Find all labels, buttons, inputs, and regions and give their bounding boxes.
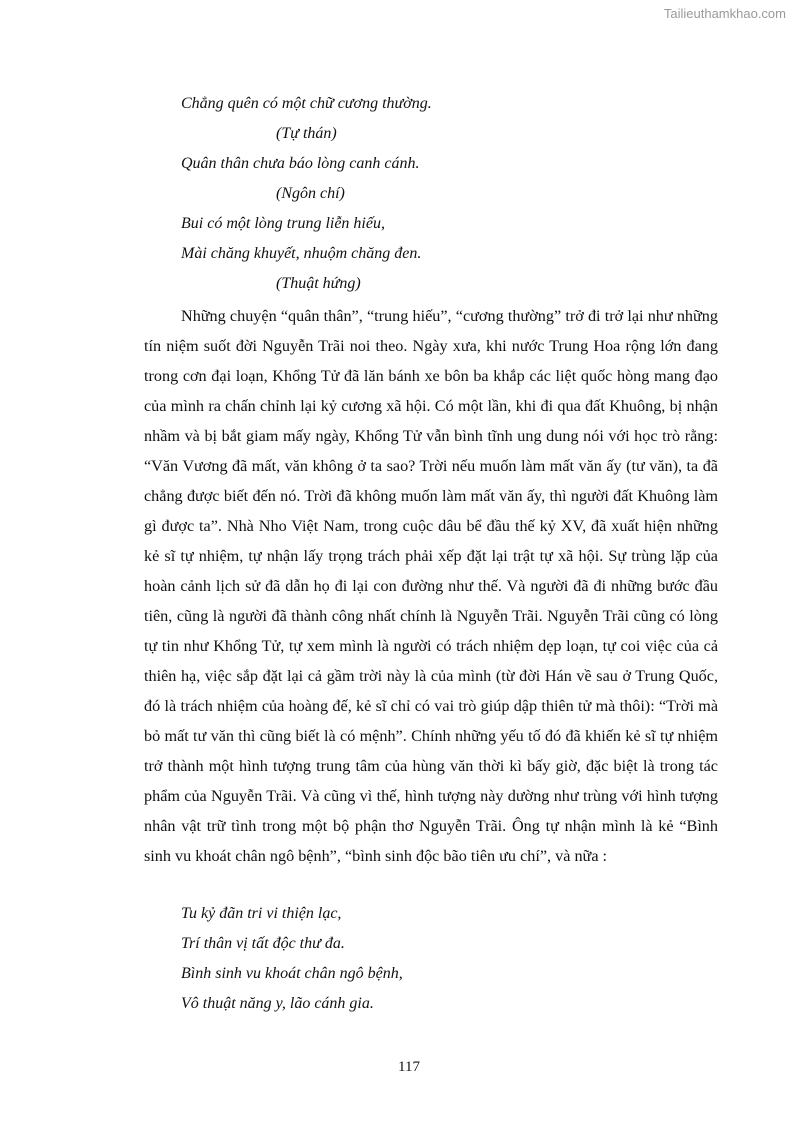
body-paragraph: Những chuyện “quân thân”, “trung hiếu”, “cương thường” trở đi trở lại như những tín niệm suốt đời Nguyễn Trãi noi theo. Ngày xưa, khi nước Trung Hoa rộng lớn đang trong cơn đại loạn, Khổng Tử đã lăn bánh xe bôn ba khắp các liệt quốc hòng mang đạo của mình ra chấn chỉnh lại kỷ cương xã hội. Có một lần, khi đi qua đất Khuông, bị nhận nhầm và bị bắt giam mấy ngày, Khổng Tử vẫn bình tĩnh ung dung nói với học trò rằng: “Văn Vương đã mất, văn không ở ta sao? Trời nếu muốn làm mất văn ấy (tư văn), ta đã chẳng được biết đến nó. Trời đã không muốn làm mất văn ấy, thì người đất Khuông làm gì được ta”. Nhà Nho Việt Nam, trong cuộc dâu bể đầu thế kỷ XV, đã xuất hiện những kẻ sĩ tự nhiệm, tự nhận lấy trọng trách phải xếp đặt lại trật tự xã hội. Sự trùng lặp của hoàn cảnh lịch sử đã dẫn họ đi lại con đường như thế. Và người đã đi những bước đầu tiên, cũng là người đã thành công nhất chính là Nguyễn Trãi. Nguyễn Trãi cũng có lòng tự tin như Khổng Tử, tự xem mình là người có trách nhiệm dẹp loạn, tự coi việc của cả thiên hạ, việc sắp đặt lại cả gầm trời này là của mình (từ đời Hán về sau ở Trung Quốc, đó là trách nhiệm của hoàng đế, kẻ sĩ chỉ có vai trò giúp dập thiên tử mà thôi): “Trời mà bỏ mất tư văn thì cũng biết là có mệnh”. Chính những yếu tố đó đã khiến kẻ sĩ tự nhiệm trở thành một hình tượng trung tâm của hùng văn thời kì bấy giờ, đặc biệt là trong tác phẩm của Nguyễn Trãi. Và cũng vì thế, hình tượng này dường như trùng với hình tượng nhân vật trữ tình trong một bộ phận thơ Nguyễn Trãi. Ông tự nhận mình là kẻ “Bình sinh vu khoát chân ngô bệnh”, “bình sinh độc bão tiên ưu chí”, và nữa : — [144, 307, 718, 865]
verse-source: (Ngôn chí) — [276, 185, 345, 202]
verse-line: Bình sinh vu khoát chân ngô bệnh, — [181, 965, 403, 982]
verse-line: Bui có một lòng trung liễn hiếu, — [181, 215, 385, 232]
verse-line: Mài chăng khuyết, nhuộm chăng đen. — [181, 245, 422, 262]
verse-source: (Thuật hứng) — [276, 275, 361, 292]
verse-line: Vô thuật năng y, lão cánh gia. — [181, 995, 374, 1012]
watermark: Tailieuthamkhao.com — [663, 6, 786, 21]
page-number: 117 — [398, 1059, 420, 1075]
verse-line: Chẳng quên có một chữ cương thường. — [181, 95, 432, 112]
verse-line: Trí thân vị tất độc thư đa. — [181, 935, 345, 952]
verse-source: (Tự thán) — [276, 125, 337, 142]
verse-line: Tu kỷ đãn tri vi thiện lạc, — [181, 905, 342, 922]
verse-line: Quân thân chưa báo lòng canh cánh. — [181, 155, 420, 172]
